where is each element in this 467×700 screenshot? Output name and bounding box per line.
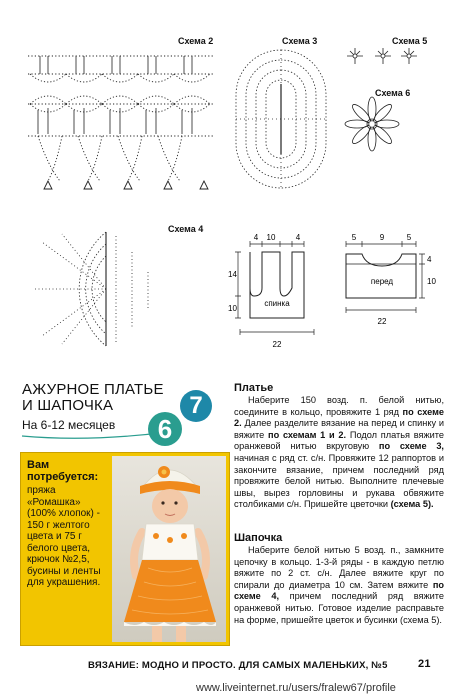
front-pattern-diagram	[336, 232, 436, 332]
dress-text-6: по схеме 3,	[378, 441, 444, 452]
article-title-line2: И ШАПОЧКА	[22, 397, 114, 414]
child-photo	[112, 456, 226, 642]
badge-7	[180, 390, 212, 422]
scheme-2-label: Схема 2	[178, 36, 214, 46]
back-dim-top-left: 4	[253, 233, 259, 242]
scheme-4-chart	[22, 222, 182, 352]
hat-text-1: Наберите белой нитью 5 возд. п., замкните цепочку в кольцо. 1-3-й ряды - в каждую петлю вяжите по 2 ст. с/н. Далее вяжите круг по спирали до диаметра 10 см. Затем вяжите	[234, 545, 444, 590]
front-dim-side-top: 4	[427, 255, 432, 264]
dress-text-8: (схема 5).	[390, 499, 434, 510]
dress-text-7: начиная с ряд ст. с/н. Провяжите 12 раппортов и закончите вязание, причем последний ряд провяжите белой нитью. Выполните плечевые швы, вырез горловины и рукава обвяжите столбиками с/н. Пришейте цветочки	[234, 452, 444, 510]
dress-text-5: Подол платья вяжите оранжевой нитью вкруговую	[234, 429, 444, 452]
dress-instructions	[234, 395, 444, 511]
back-dim-top-mid: 10	[266, 233, 276, 242]
hat-instructions	[234, 545, 444, 626]
front-dim-top-mid: 9	[379, 233, 385, 242]
front-dim-side-bottom: 10	[427, 277, 436, 286]
back-dim-bottom: 22	[272, 340, 282, 349]
scheme-6-label: Схема 6	[375, 88, 411, 98]
hat-heading: Шапочка	[234, 532, 283, 544]
footer-url[interactable]: www.liveinternet.ru/users/fralew67/profile	[196, 682, 396, 694]
badge-7-number: 7	[189, 392, 203, 419]
dress-heading: Платье	[234, 382, 274, 394]
badge-6-number: 6	[157, 413, 173, 444]
scheme-5-chart	[345, 46, 421, 68]
scheme-6-chart	[338, 92, 408, 152]
dress-text-4: по схемам 1 и 2.	[268, 429, 347, 440]
materials-text: пряжа «Ромашка» (100% хлопок) - 150 г желтого цвета и 75 г белого цвета, крючок №2,5, бусины и ленты для украшения.	[27, 485, 101, 588]
footer-page-number: 21	[418, 658, 431, 670]
front-dim-top-left: 5	[351, 233, 357, 242]
scheme-3-label: Схема 3	[282, 36, 318, 46]
scheme-4-label: Схема 4	[168, 224, 204, 234]
back-dim-side-bottom: 10	[228, 304, 237, 313]
hat-text-2: по схеме 4,	[234, 579, 444, 602]
front-dim-bottom: 22	[377, 317, 387, 326]
front-dim-top-right: 5	[406, 233, 412, 242]
back-dim-top-right: 4	[295, 233, 301, 242]
materials-heading: Вам потребуется:	[27, 459, 99, 483]
dress-text-3: Далее разделите вязание на перед и спинку и вяжите	[234, 418, 444, 440]
hat-text-3: причем последний ряд вяжите оранжевой нитью. Готовое изделие расправьте на форме, пришейте цветок и бусинки (схема 5).	[234, 591, 445, 625]
back-label: спинка	[264, 299, 290, 308]
scheme-3-chart	[232, 44, 332, 194]
dress-text-2: по схеме 2.	[234, 406, 444, 429]
scheme-5-label: Схема 5	[392, 36, 428, 46]
dress-text-1: Наберите 150 возд. п. белой нитью, соедините в кольцо, провяжите 1 ряд	[234, 395, 444, 417]
back-dim-side-top: 14	[228, 270, 237, 279]
back-pattern-diagram	[226, 232, 332, 354]
front-label: перед	[370, 277, 394, 286]
scheme-2-chart	[18, 46, 218, 196]
article-title-line1: АЖУРНОЕ ПЛАТЬЕ	[22, 381, 164, 398]
badge-6	[148, 412, 182, 446]
footer-magazine: ВЯЗАНИЕ: МОДНО И ПРОСТО. ДЛЯ САМЫХ МАЛЕНЬКИХ, №5	[88, 660, 388, 671]
article-age: На 6-12 месяцев	[22, 418, 116, 432]
